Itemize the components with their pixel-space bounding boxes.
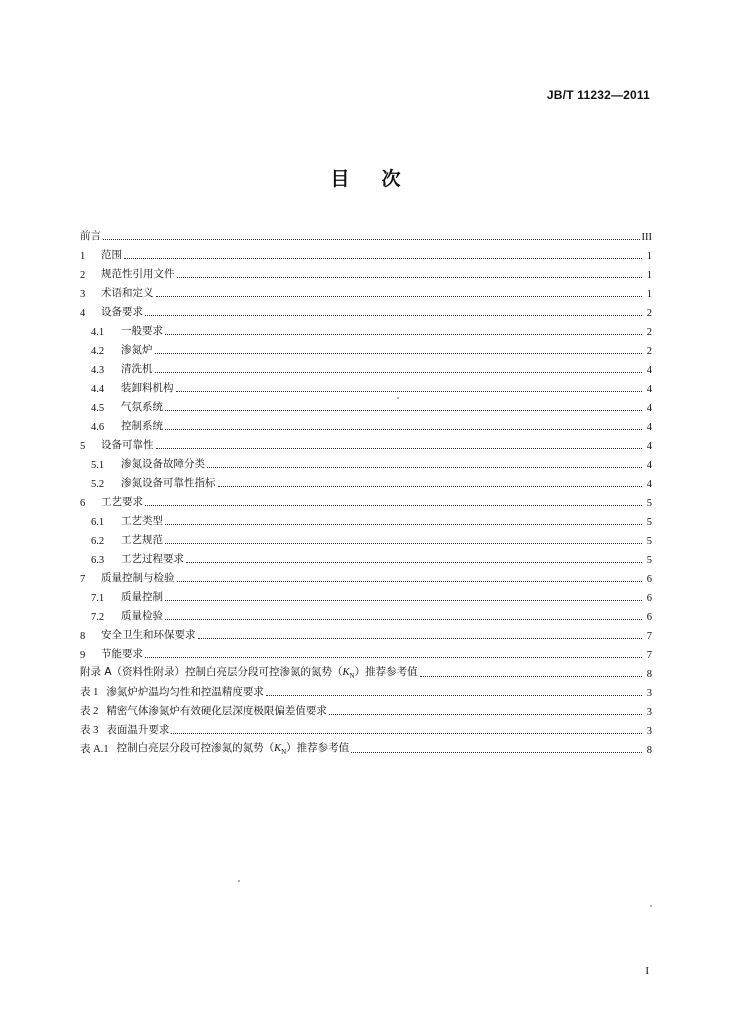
toc-entry[interactable] xyxy=(80,452,652,471)
toc-entry-number: 4.1 xyxy=(91,327,105,338)
toc-dot-leader xyxy=(165,543,642,544)
toc-entry-title-suffix: ）推荐参考值 xyxy=(354,665,418,678)
toc-entry-number: 6 xyxy=(80,498,86,509)
toc-entry-number: 4.6 xyxy=(91,422,105,433)
symbol-subscript-n: N xyxy=(349,672,355,680)
toc-dot-leader xyxy=(165,410,642,411)
toc-page-number: 1 xyxy=(646,251,652,262)
toc-entry-title xyxy=(121,323,163,338)
toc-dot-leader xyxy=(165,619,642,620)
toc-entry[interactable] xyxy=(80,224,652,243)
nitriding-potential-symbol xyxy=(343,667,355,678)
toc-entry-number: 4.3 xyxy=(91,365,105,376)
toc-entry[interactable] xyxy=(80,642,652,661)
toc-entry-number: 7.2 xyxy=(91,612,105,623)
toc-dot-leader xyxy=(165,429,642,430)
toc-entry[interactable] xyxy=(80,509,652,528)
toc-page-number: 4 xyxy=(646,365,652,376)
toc-entry[interactable] xyxy=(80,243,652,262)
toc-entry[interactable] xyxy=(80,471,652,490)
toc-entry[interactable] xyxy=(80,395,652,414)
toc-page-number: 6 xyxy=(646,593,652,604)
toc-dot-leader xyxy=(351,752,642,753)
toc-entry-title-text: 控制白亮层分段可控渗氮的氮势（ xyxy=(116,741,275,754)
toc-entry-title xyxy=(121,513,163,528)
toc-entry-title-text: 渗氮炉 xyxy=(121,344,153,356)
toc-entry-title-text: 术语和定义 xyxy=(101,287,154,299)
scan-speck xyxy=(397,397,399,399)
toc-dot-leader xyxy=(145,315,642,316)
toc-entry-title-text: 渗氮设备可靠性指标 xyxy=(121,477,216,489)
toc-page-number: 5 xyxy=(646,555,652,566)
toc-page-number: 4 xyxy=(646,422,652,433)
toc-entry-title-text: 范围 xyxy=(101,249,122,261)
toc-entry-title xyxy=(121,475,216,490)
symbol-subscript-n: N xyxy=(281,748,287,756)
toc-entry-title-text: 清洗机 xyxy=(121,363,153,375)
toc-entry-title xyxy=(121,418,163,433)
toc-entry[interactable] xyxy=(80,699,652,718)
toc-entry-title-text: 工艺过程要求 xyxy=(121,553,184,565)
toc-entry[interactable] xyxy=(80,338,652,357)
toc-entry[interactable] xyxy=(80,547,652,566)
toc-entry-title-text: 气氛系统 xyxy=(121,401,163,413)
toc-page-number: 8 xyxy=(646,669,652,680)
toc-entry-number: 表 A.1 xyxy=(80,744,109,755)
toc-entry[interactable] xyxy=(80,528,652,547)
toc-entry-title xyxy=(101,266,175,281)
toc-entry-title xyxy=(121,456,205,471)
toc-entry-number: 4.4 xyxy=(91,384,105,395)
toc-entry-title xyxy=(106,722,169,737)
toc-page-number: 2 xyxy=(646,308,652,319)
toc-entry-number: 3 xyxy=(80,289,86,300)
toc-entry-number: 6.3 xyxy=(91,555,105,566)
toc-dot-leader xyxy=(165,600,642,601)
toc-entry-title-text: 质量控制与检验 xyxy=(101,572,175,584)
toc-page-number: 2 xyxy=(646,327,652,338)
toc-dot-leader xyxy=(156,296,643,297)
toc-entry-number: 表 2 xyxy=(80,706,99,717)
toc-entry-title-text: 设备可靠性 xyxy=(101,439,154,451)
scan-speck xyxy=(650,905,652,907)
toc-entry-number: 1 xyxy=(80,251,86,262)
toc-entry[interactable] xyxy=(80,737,652,756)
toc-entry[interactable] xyxy=(80,376,652,395)
toc-entry-number: 9 xyxy=(80,650,86,661)
toc-entry-number: 表 3 xyxy=(80,725,99,736)
toc-entry[interactable] xyxy=(80,661,652,680)
toc-entry-title-text: 工艺类型 xyxy=(121,515,163,527)
scan-speck xyxy=(238,880,240,882)
toc-dot-leader xyxy=(198,638,643,639)
toc-entry-title-text: 附录 A（资料性附录）控制白亮层分段可控渗氮的氮势（ xyxy=(80,665,343,678)
toc-entry-title-text: 装卸料机构 xyxy=(121,382,174,394)
toc-entry-number: 6.2 xyxy=(91,536,105,547)
toc-entry-title xyxy=(121,380,174,395)
toc-entry-title xyxy=(101,646,143,661)
toc-entry-title xyxy=(101,437,154,452)
toc-entry-title xyxy=(121,532,163,547)
toc-entry-number: 6.1 xyxy=(91,517,105,528)
toc-entry-title-text: 控制系统 xyxy=(121,420,163,432)
toc-entry-title-text: 工艺要求 xyxy=(101,496,143,508)
toc-entry[interactable] xyxy=(80,357,652,376)
toc-entry-title-text: 表面温升要求 xyxy=(106,724,170,736)
toc-page-number: 4 xyxy=(646,403,652,414)
toc-entry-title xyxy=(117,740,350,756)
toc-entry-title-text: 设备要求 xyxy=(101,306,143,318)
toc-entry-title xyxy=(121,361,153,376)
toc-entry-title-text: 安全卫生和环保要求 xyxy=(101,629,196,641)
toc-page-number: 2 xyxy=(646,346,652,357)
toc-entry[interactable] xyxy=(80,433,652,452)
toc-dot-leader xyxy=(176,391,643,392)
symbol-k: K xyxy=(274,742,282,754)
toc-entry-title-text: 工艺规范 xyxy=(121,534,163,546)
toc-dot-leader xyxy=(266,695,642,696)
toc-entry-title xyxy=(121,342,153,357)
toc-entry-number: 5 xyxy=(80,441,86,452)
toc-page-number: 3 xyxy=(646,688,652,699)
toc-entry-number: 4 xyxy=(80,308,86,319)
toc-entry[interactable] xyxy=(80,623,652,642)
toc-entry-title-text: 前言 xyxy=(80,230,101,242)
toc-dot-leader xyxy=(145,657,642,658)
standard-code: JB/T 11232—2011 xyxy=(546,88,650,102)
toc-entry-title xyxy=(121,551,184,566)
toc-entry-title xyxy=(106,684,264,699)
toc-dot-leader xyxy=(165,524,642,525)
toc-dot-leader xyxy=(177,277,643,278)
toc-entry[interactable] xyxy=(80,262,652,281)
toc-page-number: III xyxy=(641,232,652,243)
toc-entry-title xyxy=(101,304,143,319)
toc-page-number: 1 xyxy=(646,270,652,281)
toc-dot-leader xyxy=(156,448,643,449)
nitriding-potential-symbol xyxy=(274,743,286,754)
toc-entry-title-text: 一般要求 xyxy=(121,325,163,337)
toc-entry-number: 7 xyxy=(80,574,86,585)
toc-entry-title xyxy=(101,285,154,300)
toc-page-number: 6 xyxy=(646,612,652,623)
toc-page-number: 1 xyxy=(646,289,652,300)
toc-page-number: 5 xyxy=(646,498,652,509)
toc-entry-title xyxy=(101,627,196,642)
page-title: 目次 xyxy=(330,168,433,190)
toc-page-number: 4 xyxy=(646,441,652,452)
toc-entry[interactable] xyxy=(80,718,652,737)
toc-entry-title-text: 质量检验 xyxy=(121,610,163,622)
toc-entry[interactable] xyxy=(80,319,652,338)
page-number: I xyxy=(645,965,649,977)
toc-page-number: 3 xyxy=(646,707,652,718)
toc-dot-leader xyxy=(420,676,642,677)
toc-entry[interactable] xyxy=(80,585,652,604)
toc-entry[interactable] xyxy=(80,414,652,433)
toc-dot-leader xyxy=(155,353,643,354)
toc-entry-title-text: 渗氮设备故障分类 xyxy=(121,458,205,470)
toc-page-number: 3 xyxy=(646,726,652,737)
toc-page-number: 4 xyxy=(646,460,652,471)
table-of-contents xyxy=(80,224,652,756)
toc-entry-title-text: 规范性引用文件 xyxy=(101,268,175,280)
toc-dot-leader xyxy=(171,733,642,734)
toc-entry[interactable] xyxy=(80,300,652,319)
toc-entry-title-suffix: ）推荐参考值 xyxy=(286,741,350,754)
toc-page-number: 5 xyxy=(646,536,652,547)
toc-page-number: 8 xyxy=(646,745,652,756)
symbol-k: K xyxy=(342,666,350,678)
toc-page-number: 4 xyxy=(646,384,652,395)
toc-entry-number: 表 1 xyxy=(80,687,99,698)
toc-entry[interactable] xyxy=(80,604,652,623)
toc-entry-title xyxy=(101,570,175,585)
toc-dot-leader xyxy=(177,581,643,582)
toc-entry-title xyxy=(121,608,163,623)
toc-dot-leader xyxy=(155,372,643,373)
toc-entry-number: 4.2 xyxy=(91,346,105,357)
toc-entry-number: 2 xyxy=(80,270,86,281)
toc-dot-leader xyxy=(329,714,642,715)
toc-entry-number: 5.1 xyxy=(91,460,105,471)
toc-entry-title xyxy=(80,664,418,680)
toc-dot-leader xyxy=(145,505,642,506)
toc-dot-leader xyxy=(218,486,643,487)
toc-entry-title xyxy=(80,228,101,243)
toc-entry-number: 8 xyxy=(80,631,86,642)
toc-entry-title-text: 精密气体渗氮炉有效硬化层深度极限偏差值要求 xyxy=(106,705,327,717)
toc-entry-title xyxy=(121,589,163,604)
toc-dot-leader xyxy=(165,334,642,335)
toc-page-number: 4 xyxy=(646,479,652,490)
toc-entry-title-text: 质量控制 xyxy=(121,591,163,603)
toc-page-number: 7 xyxy=(646,631,652,642)
toc-entry[interactable] xyxy=(80,490,652,509)
toc-entry[interactable] xyxy=(80,281,652,300)
toc-entry-title-text: 节能要求 xyxy=(101,648,143,660)
toc-entry-title xyxy=(101,247,122,262)
toc-entry-title xyxy=(121,399,163,414)
toc-entry-number: 7.1 xyxy=(91,593,105,604)
toc-dot-leader xyxy=(186,562,642,563)
toc-page-number: 5 xyxy=(646,517,652,528)
toc-dot-leader xyxy=(207,467,642,468)
toc-dot-leader xyxy=(103,239,640,240)
toc-page-number: 7 xyxy=(646,650,652,661)
toc-dot-leader xyxy=(124,258,642,259)
toc-page-number: 6 xyxy=(646,574,652,585)
toc-entry[interactable] xyxy=(80,566,652,585)
toc-entry-title-text: 渗氮炉炉温均匀性和控温精度要求 xyxy=(106,686,264,698)
toc-entry-number: 4.5 xyxy=(91,403,105,414)
toc-entry-title xyxy=(101,494,143,509)
toc-entry-title xyxy=(106,703,327,718)
toc-entry[interactable] xyxy=(80,680,652,699)
toc-entry-number: 5.2 xyxy=(91,479,105,490)
